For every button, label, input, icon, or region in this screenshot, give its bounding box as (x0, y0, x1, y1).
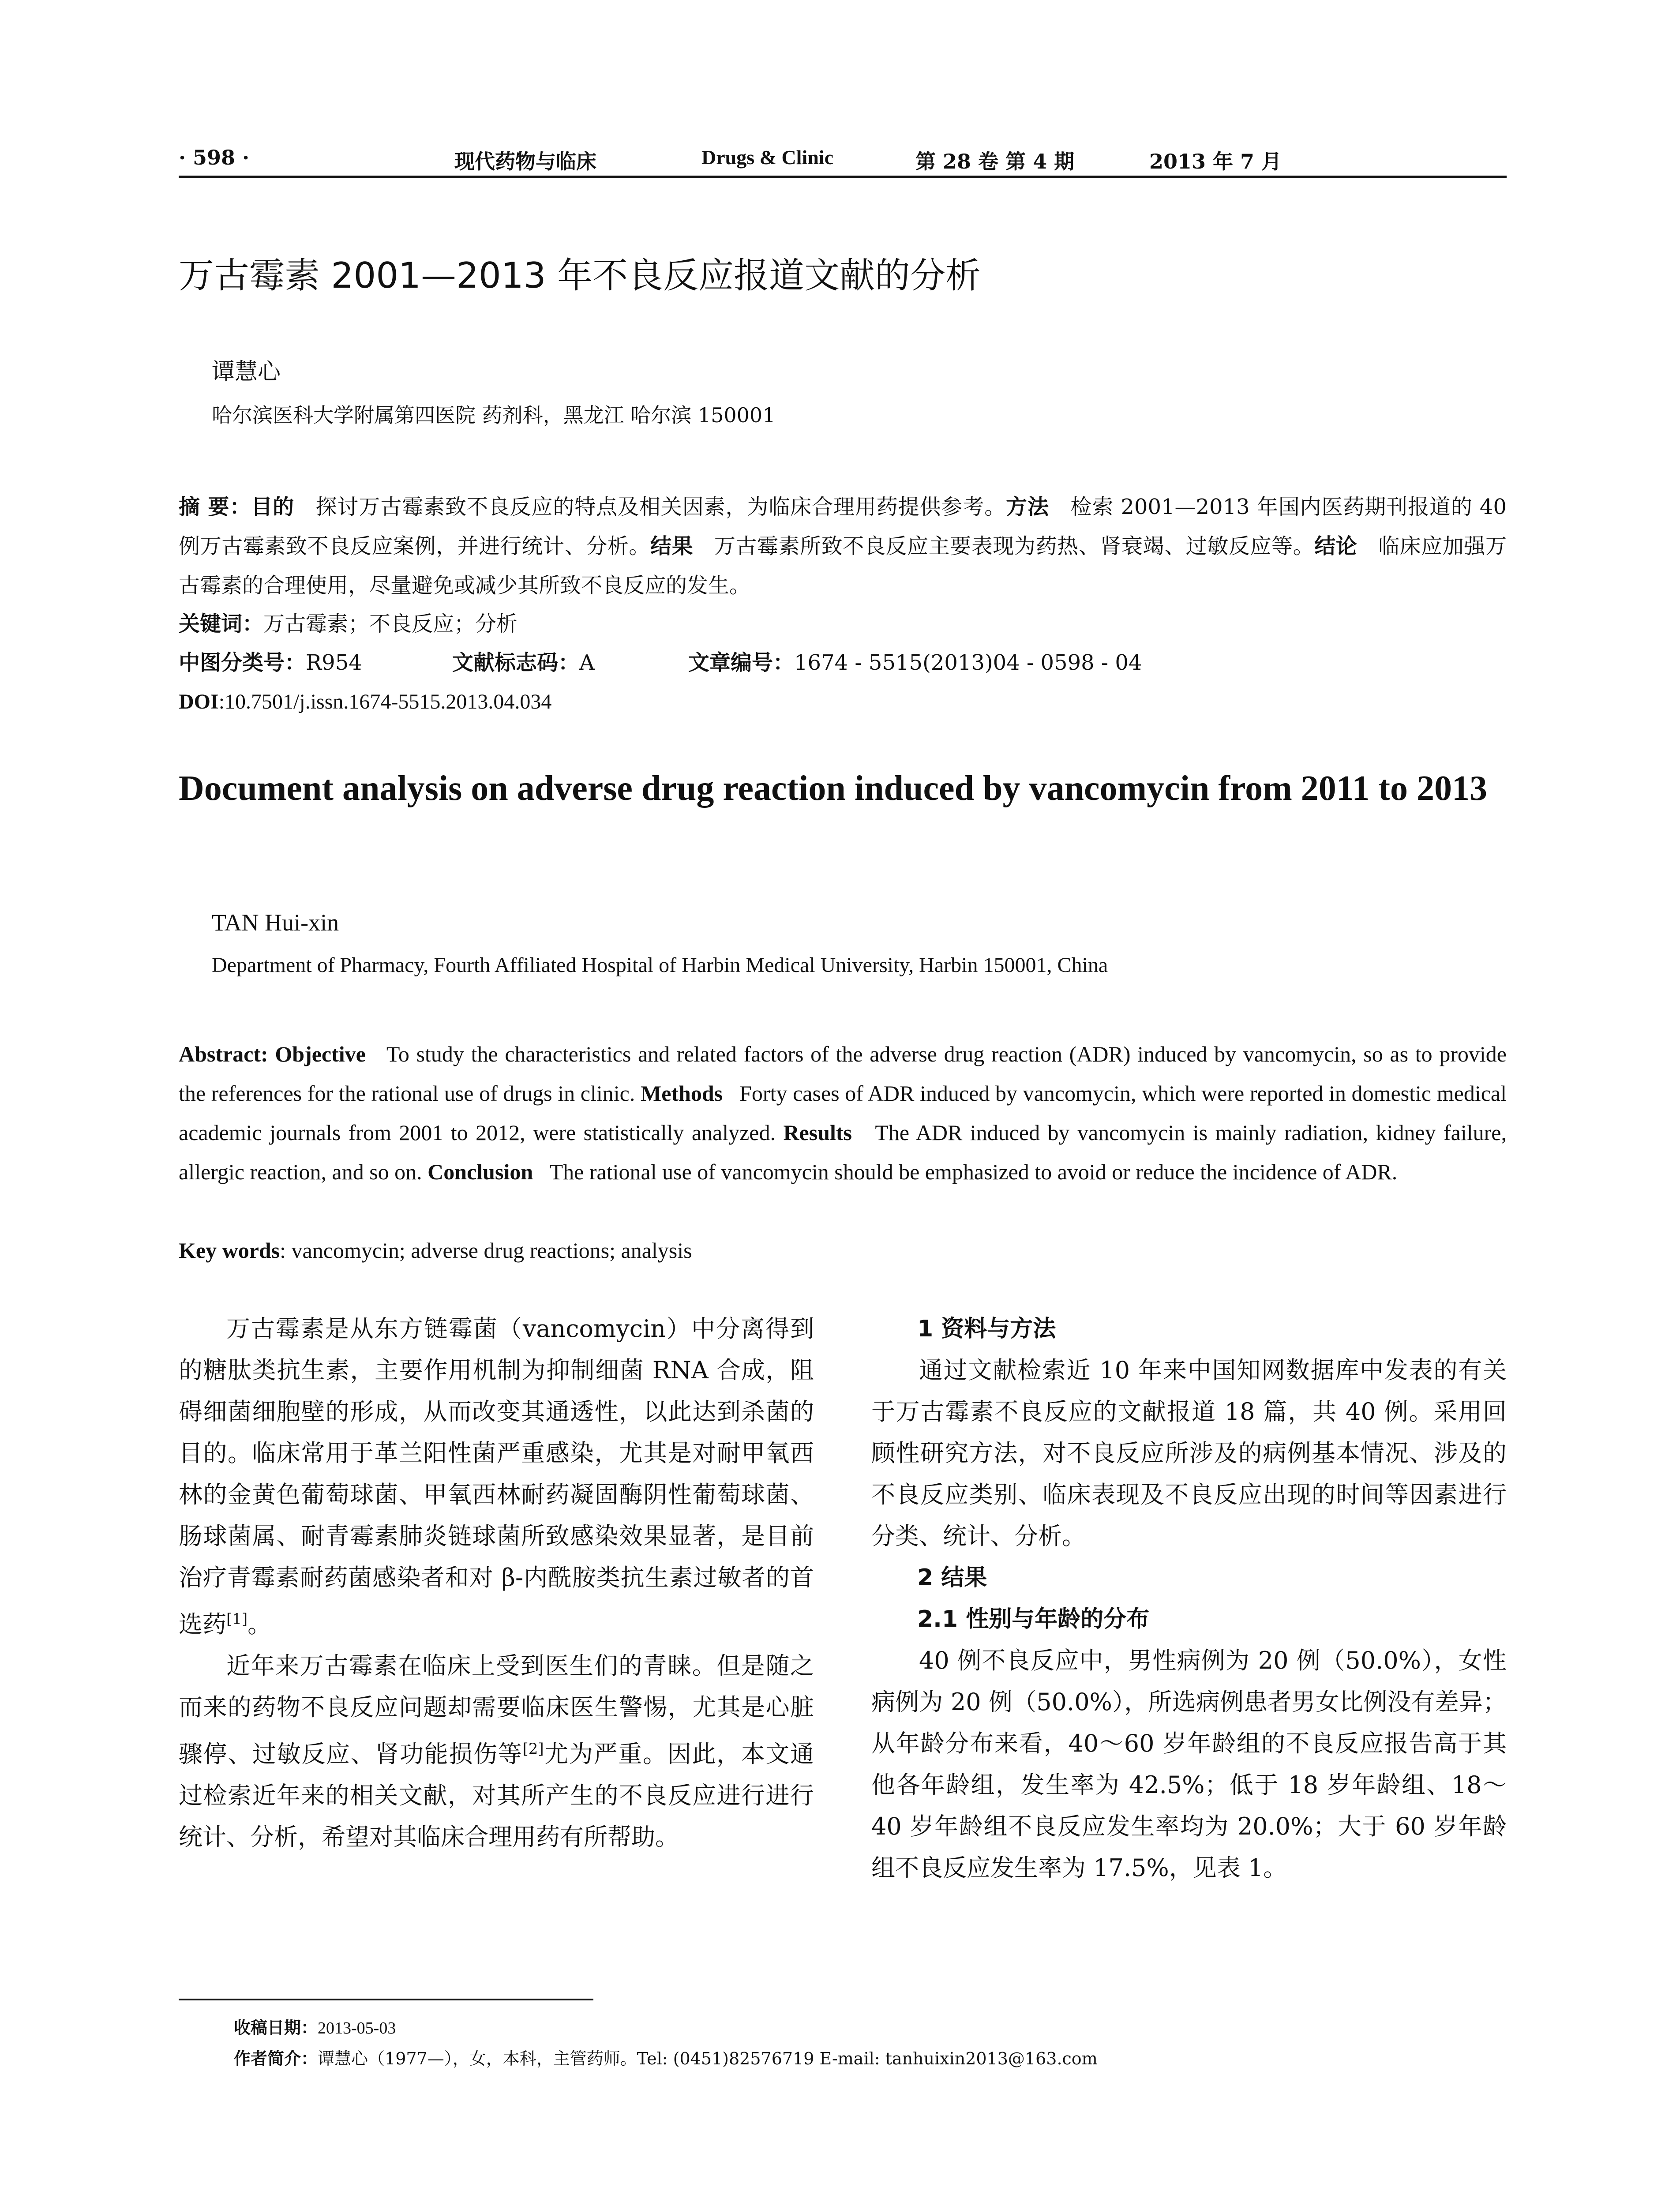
intro-paragraph-2 (179, 1645, 814, 1858)
en-methods-text: Forty cases of ADR induced by vancomycin, which were reported in domestic medical academic journals from 2001 to 2012, were statistically analyzed. (179, 1081, 1507, 1145)
citation-ref-2: [2] (522, 1740, 544, 1758)
en-conclusion-label: Conclusion (428, 1159, 533, 1184)
intro-p1-text: 万古霉素是从东方链霉菌（vancomycin）中分离得到的糖肽类抗生素，主要作用机制为抑制细菌 RNA 合成，阻碍细菌细胞壁的形成，从而改变其通透性，以此达到杀菌的目的。临床常用于革兰阳性菌严重感染，尤其是对耐甲氧西林的金黄色葡萄球菌、甲氧西林耐药凝固酶阴性葡萄球菌、肠球菌属、耐青霉素肺炎链球菌所致感染效果显著，是目前治疗青霉素耐药菌感染者和对 β-内酰胺类抗生素过敏者的首选药 (179, 1315, 814, 1638)
issue-date: 2013 年 7 月 (1149, 150, 1282, 173)
en-affiliation: Department of Pharmacy, Fourth Affiliated Hospital of Harbin Medical University, Harbin 150001, China (212, 953, 1108, 977)
clc-label: 中图分类号： (179, 650, 306, 675)
section-heading-1: 1 资料与方法 (917, 1316, 1056, 1342)
en-keywords-text: : vancomycin; adverse drug reactions; analysis (280, 1238, 692, 1263)
bio-text: 谭慧心（1977—），女，本科，主管药师。Tel: (0451)82576719 E-mail: tanhuixin2013@163.com (318, 2049, 1098, 2068)
article-no-value: 1674 - 5515(2013)04 - 0598 - 04 (794, 650, 1142, 675)
body-left-column (179, 1308, 814, 1858)
methods-paragraph: 通过文献检索近 10 年来中国知网数据库中发表的有关于万古霉素不良反应的文献报道 18 篇，共 40 例。采用回顾性研究方法，对不良反应所涉及的病例基本情况、涉及的不良反应类别、临床表现及不良反应出现的时间等因素进行分类、统计、分析。 (871, 1356, 1507, 1550)
en-abstract (179, 1035, 1507, 1192)
doi (179, 682, 1507, 721)
running-header (179, 140, 1507, 176)
journal-name-cn: 现代药物与临床 (454, 150, 596, 173)
cn-objective-label: 目的 (251, 495, 295, 519)
cn-title: 万古霉素 2001—2013 年不良反应报道文献的分析 (179, 255, 981, 296)
page-number: · 598 · (179, 146, 250, 169)
intro-p1-end: 。 (248, 1610, 272, 1638)
body-right-column (871, 1308, 1507, 1889)
cn-author: 谭慧心 (212, 359, 281, 385)
doi-label: DOI (179, 690, 219, 713)
bio-label: 作者简介： (234, 2049, 318, 2068)
en-conclusion-text: The rational use of vancomycin should be emphasized to avoid or reduce the incidence of ADR. (549, 1159, 1398, 1184)
volume-issue: 第 28 卷 第 4 期 (915, 150, 1075, 173)
citation-ref-1: [1] (226, 1610, 248, 1628)
en-results-text: The ADR induced by vancomycin is mainly radiation, kidney failure, allergic reaction, and so on. (179, 1120, 1507, 1184)
en-author: TAN Hui-xin (212, 909, 339, 936)
header-rule (179, 176, 1507, 178)
received-label: 收稿日期： (234, 2018, 318, 2037)
cn-methods-text: 检索 2001—2013 年国内医药期刊报道的 40 例万古霉素致不良反应案例，并进行统计、分析。 (179, 495, 1507, 559)
article-no-label: 文章编号： (688, 650, 795, 675)
journal-name-en: Drugs & Clinic (701, 146, 833, 169)
cn-affiliation: 哈尔滨医科大学附属第四医院 药剂科，黑龙江 哈尔滨 150001 (212, 403, 776, 427)
intro-p2-text: 近年来万古霉素在临床上受到医生们的青睐。但是随之而来的药物不良反应问题却需要临床医生警惕，尤其是心脏骤停、过敏反应、肾功能损伤等 (179, 1652, 814, 1768)
cn-abstract (179, 488, 1507, 605)
section-heading-2: 2 结果 (917, 1564, 987, 1591)
doc-code-value: A (579, 650, 595, 675)
en-methods-label: Methods (641, 1081, 723, 1106)
cn-keywords-text: 万古霉素；不良反应；分析 (263, 612, 518, 636)
en-abstract-label: Abstract: Objective (179, 1042, 366, 1066)
received-date: 2013-05-03 (318, 2019, 396, 2037)
en-keywords-label: Key words (179, 1238, 280, 1263)
cn-results-label: 结果 (650, 534, 694, 559)
footnote-author-bio (234, 2045, 1098, 2069)
section-heading-2-1: 2.1 性别与年龄的分布 (917, 1606, 1150, 1632)
cn-classification (179, 643, 1507, 683)
doi-value: :10.7501/j.issn.1674-5515.2013.04.034 (218, 690, 552, 713)
en-keywords (179, 1231, 1507, 1270)
clc-value: R954 (306, 650, 362, 675)
cn-conclusion-label: 结论 (1314, 534, 1358, 559)
cn-keywords-label: 关键词： (179, 612, 264, 636)
cn-conclusion-text: 临床应加强万古霉素的合理使用，尽量避免或减少其所致不良反应的发生。 (179, 534, 1507, 598)
footnote-received (234, 2014, 396, 2038)
cn-objective-text: 探讨万古霉素致不良反应的特点及相关因素，为临床合理用药提供参考。 (315, 495, 1006, 519)
cn-methods-label: 方法 (1006, 495, 1049, 519)
footnote-rule (179, 1999, 593, 2000)
intro-p2-end: 尤为严重。因此，本文通过检索近年来的相关文献，对其所产生的不良反应进行进行统计、分析，希望对其临床合理用药有所帮助。 (179, 1740, 814, 1851)
results-paragraph: 40 例不良反应中，男性病例为 20 例（50.0%），女性病例为 20 例（50.0%），所选病例患者男女比例没有差异；从年龄分布来看，40～60 岁年龄组的不良反应报告高于其他各年龄组，发生率为 42.5%；低于 18 岁年龄组、18～40 岁年龄组不良反应发生率均为 20.0%；大于 60 岁年龄组不良反应发生率为 17.5%，见表 1。 (871, 1647, 1507, 1882)
en-title: Document analysis on adverse drug reaction induced by vancomycin from 2011 to 2013 (179, 769, 1487, 808)
doc-code-label: 文献标志码： (452, 650, 580, 675)
cn-abstract-label: 摘 要： (179, 495, 251, 519)
en-results-label: Results (783, 1120, 852, 1145)
intro-paragraph-1 (179, 1308, 814, 1645)
cn-keywords (179, 604, 1507, 644)
cn-results-text: 万古霉素所致不良反应主要表现为药热、肾衰竭、过敏反应等。 (714, 534, 1315, 559)
en-objective-text: To study the characteristics and related factors of the adverse drug reaction (ADR) induced by vancomycin, so as to provide the references for the rational use of drugs in clinic. (179, 1042, 1507, 1106)
